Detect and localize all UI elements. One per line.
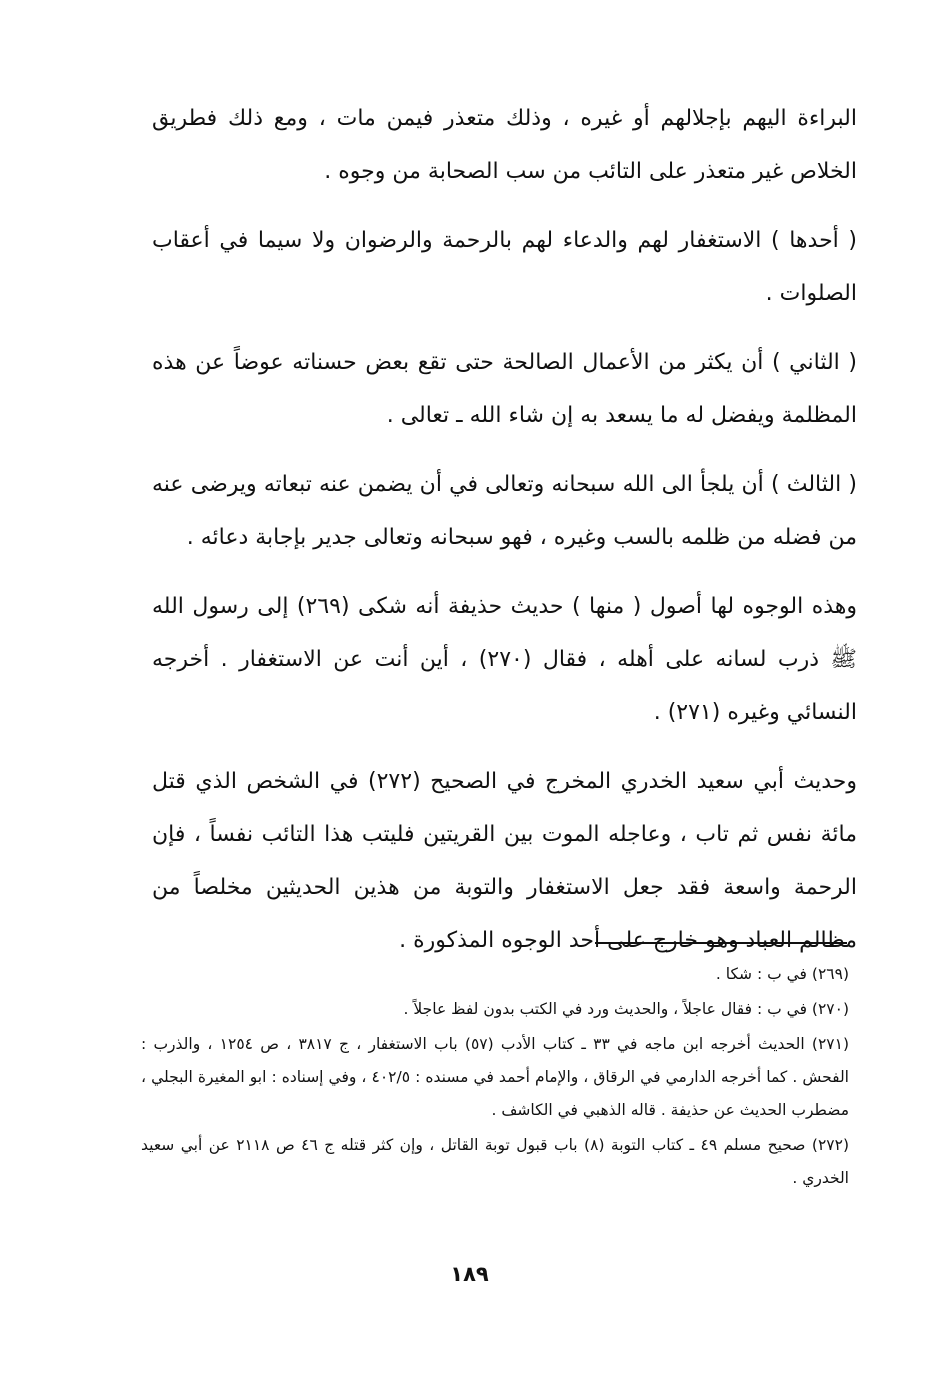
paragraph-2: ( أحدها ) الاستغفار لهم والدعاء لهم بالرحمة والرضوان ولا سيما في أعقاب الصلوات . [152,228,857,306]
paragraph-6: وحديث أبي سعيد الخدري المخرج في الصحيح (٢٧٢) في الشخص الذي قتل مائة نفس ثم تاب ، وعاجله الموت بين القريتين فليتب هذا التائب نفساً ، فإن الرحمة واسعة فقد جعل الاستغفار والتوبة من هذين الحديثين مخلصاً من مظالم العباد وهو خارج على أحد الوجوه المذكورة . [152,769,858,953]
footnote-270: (٢٧٠) في ب : فقال عاجلاً ، والحديث ورد في الكتب بدون لفظ عاجلاً . [403,1000,849,1018]
footnote-271: (٢٧١) الحديث أخرجه ابن ماجه في ٣٣ ـ كتاب الأدب (٥٧) باب الاستغفار ، ج ٣٨١٧ ، ص ١٢٥٤ ، والذرب : الفحش . كما أخرجه الدارمي في الرقاق ، والإمام أحمد في مسنده : ٤٠٢/٥ ، وفي إسناده : ابو المغيرة البجلي ، مضطرب الحديث عن حذيفة . قاله الذهبي في الكاشف . [141,1035,850,1119]
paragraph-4: ( الثالث ) أن يلجأ الى الله سبحانه وتعالى في أن يضمن عنه تبعاته ويرضى عنه من فضله من ظلمه بالسب وغيره ، فهو سبحانه وتعالى جدير بإجابة دعائه . [152,472,857,550]
footnote-divider [595,942,847,944]
paragraph-3: ( الثاني ) أن يكثر من الأعمال الصالحة حتى تقع بعض حسناته عوضاً عن هذه المظلمة ويفضل له ما يسعد به إن شاء الله ـ تعالى . [152,350,857,428]
footnote-269: (٢٦٩) في ب : شكا . [715,965,849,983]
paragraph-5: وهذه الوجوه لها أصول ( منها ) حديث حذيفة أنه شكى (٢٦٩) إلى رسول الله ﷺ ذرب لسانه على أهله ، فقال (٢٧٠) ، أين أنت عن الاستغفار . أخرجه النسائي وغيره (٢٧١) . [152,594,857,725]
main-text [152,92,857,975]
footnotes [141,958,849,1197]
paragraph-1: البراءة اليهم بإجلالهم أو غيره ، وذلك متعذر فيمن مات ، ومع ذلك فطريق الخلاص غير متعذر على التائب من سب الصحابة من وجوه . [152,106,857,184]
footnote-272: (٢٧٢) صحيح مسلم ٤٩ ـ كتاب التوبة (٨) باب قبول توبة القاتل ، وإن كثر قتله ج ٤٦ ص ٢١١٨ عن أبي سعيد الخدري . [141,1136,849,1187]
page-number: ١٨٩ [450,1262,489,1286]
